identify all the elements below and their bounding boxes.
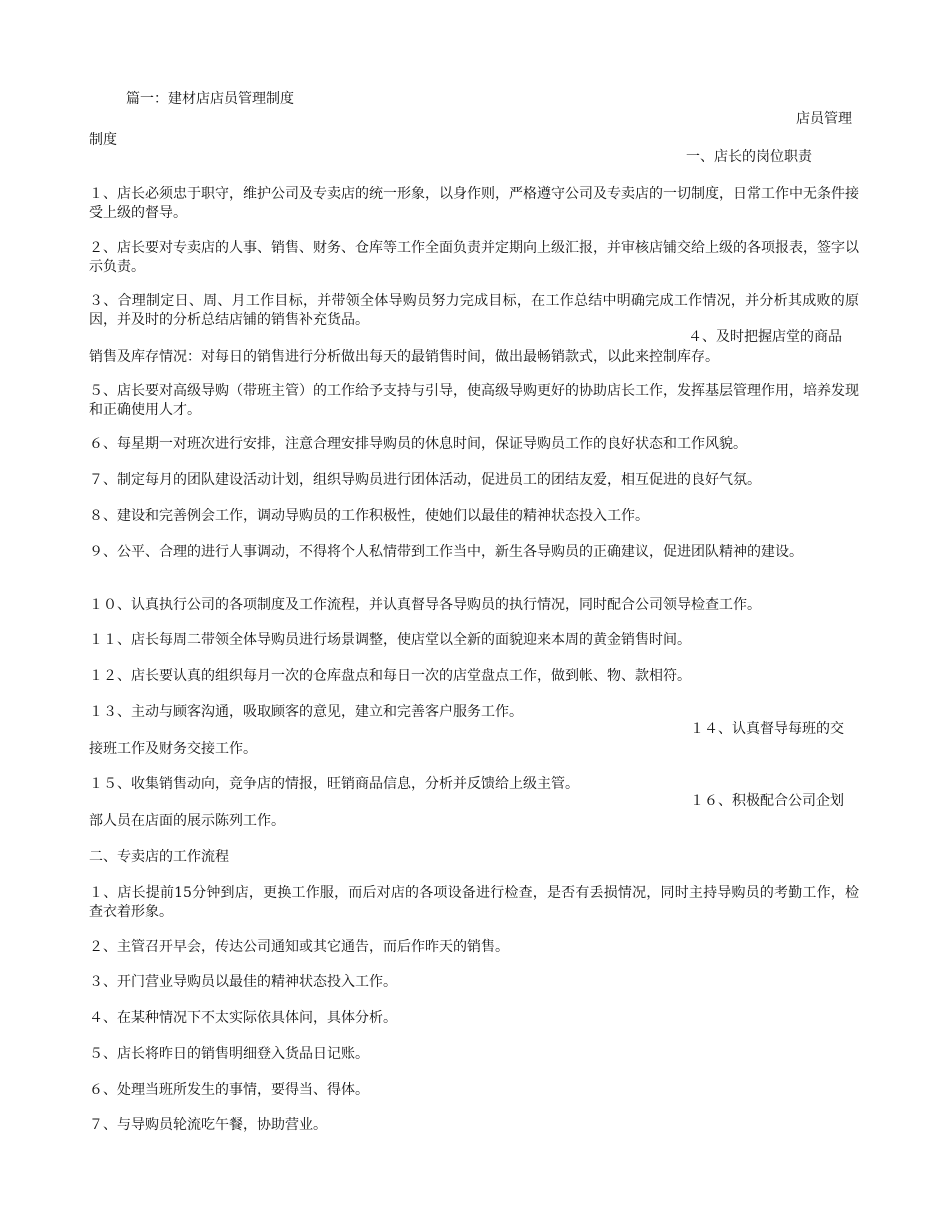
duty-item-12: １２、店长要认真的组织每月一次的仓库盘点和每日一次的店堂盘点工作，做到帐、物、款相符。 xyxy=(89,668,691,684)
duty-item-3: ３、合理制定日、周、月工作目标，并带领全体导购员努力完成目标，在工作总结中明确完成工作情况，并分析其成败的原因，并及时的分析总结店铺的销售补充货品。 xyxy=(89,293,859,328)
duty-item-8: ８、建设和完善例会工作，调动导购员的工作积极性，使她们以最佳的精神状态投入工作。 xyxy=(89,508,649,524)
duty-item-1: １、店长必须忠于职守，维护公司及专卖店的统一形象，以身作则，严格遵守公司及专卖店的一切制度，日常工作中无条件接受上级的督导。 xyxy=(89,186,859,221)
document-title: 篇一：建材店店员管理制度 xyxy=(126,91,294,107)
duty-item-13: １３、主动与顾客沟通，吸取顾客的意见，建立和完善客户服务工作。 xyxy=(89,704,523,720)
duty-item-4-part-a: ４、及时把握店堂的商品 xyxy=(688,329,842,345)
duty-item-2: ２、店长要对专卖店的人事、销售、财务、仓库等工作全面负责并定期向上级汇报，并审核店铺交给上级的各项报表，签字以示负责。 xyxy=(89,240,859,275)
duty-item-16-part-b: 部人员在店面的展示陈列工作。 xyxy=(89,813,285,829)
flow-item-1: １、店长提前15分钟到店，更换工作服，而后对店的各项设备进行检查，是否有丢损情况，同时主持导购员的考勤工作，检查衣着形象。 xyxy=(89,885,859,920)
duty-item-15: １５、收集销售动向，竞争店的情报，旺销商品信息，分析并反馈给上级主管。 xyxy=(89,776,579,792)
flow-item-7: ７、与导购员轮流吃午餐，协助营业。 xyxy=(89,1117,327,1133)
duty-item-16-part-a: １６、积极配合公司企划 xyxy=(690,793,844,809)
duty-item-11: １１、店长每周二带领全体导购员进行场景调整，使店堂以全新的面貌迎来本周的黄金销售时间。 xyxy=(89,632,691,648)
right-heading-part-a: 店员管理 xyxy=(796,111,852,127)
right-heading-part-b: 制度 xyxy=(89,132,117,148)
duty-item-4-part-b: 销售及库存情况：对每日的销售进行分析做出每天的最销售时间，做出最畅销款式，以此来控制库存。 xyxy=(89,349,719,365)
section-2-heading: 二、专卖店的工作流程 xyxy=(89,849,229,865)
duty-item-6: ６、每星期一对班次进行安排，注意合理安排导购员的休息时间，保证导购员工作的良好状态和工作风貌。 xyxy=(89,436,747,452)
flow-item-5: ５、店长将昨日的销售明细登入货品日记账。 xyxy=(89,1046,369,1062)
duty-item-7: ７、制定每月的团队建设活动计划，组织导购员进行团体活动，促进员工的团结友爱，相互促进的良好气氛。 xyxy=(89,472,761,488)
flow-item-6: ６、处理当班所发生的事情，要得当、得体。 xyxy=(89,1082,369,1098)
duty-item-10: １０、认真执行公司的各项制度及工作流程，并认真督导各导购员的执行情况，同时配合公司领导检查工作。 xyxy=(89,597,761,613)
duty-item-14-part-a: １４、认真督导每班的交 xyxy=(690,721,844,737)
flow-item-2: ２、主管召开早会，传达公司通知或其它通告，而后作昨天的销售。 xyxy=(89,939,509,955)
section-1-heading: 一、店长的岗位职责 xyxy=(686,149,812,165)
flow-item-3: ３、开门营业导购员以最佳的精神状态投入工作。 xyxy=(89,974,397,990)
flow-item-4: ４、在某种情况下不太实际依具体问，具体分析。 xyxy=(89,1010,397,1026)
duty-item-14-part-b: 接班工作及财务交接工作。 xyxy=(89,741,257,757)
duty-item-5: ５、店长要对高级导购（带班主管）的工作给予支持与引导，使高级导购更好的协助店长工作，发挥基层管理作用，培养发现和正确使用人才。 xyxy=(89,383,859,418)
duty-item-9: ９、公平、合理的进行人事调动，不得将个人私情带到工作当中，新生各导购员的正确建议，促进团队精神的建设。 xyxy=(89,544,803,560)
